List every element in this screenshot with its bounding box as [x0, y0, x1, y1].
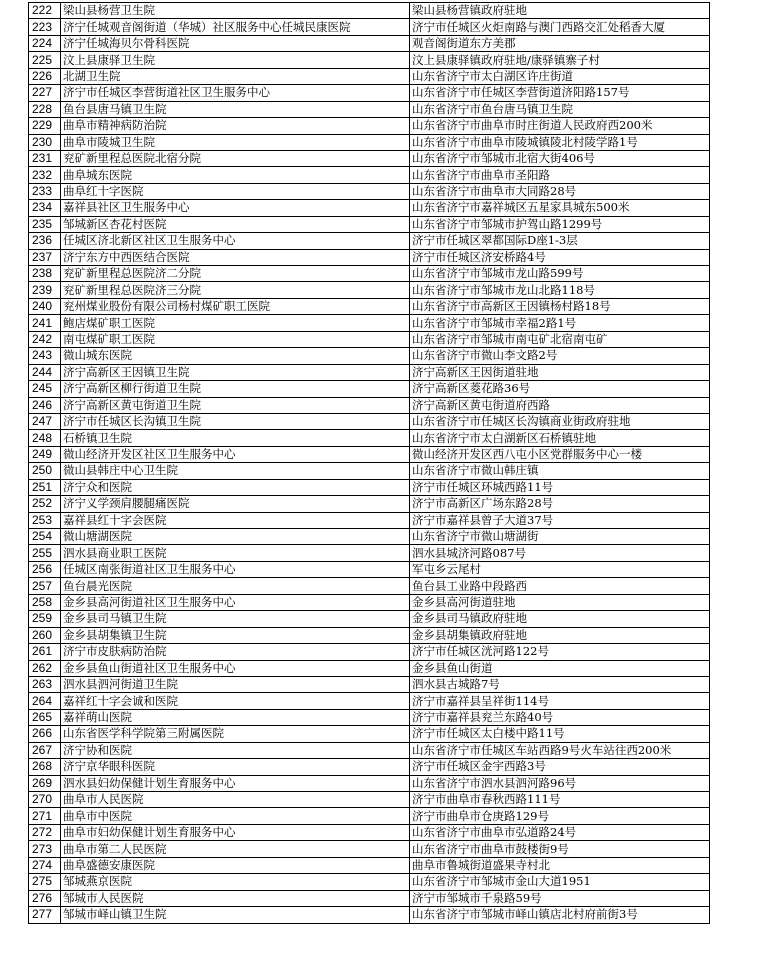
table-row: [29, 233, 710, 249]
institution-name: 济宁市任城区长沟镇卫生院: [61, 413, 410, 429]
institution-name: 南屯煤矿职工医院: [61, 331, 410, 347]
table-row: [29, 282, 710, 298]
row-number: 235: [29, 216, 61, 232]
institution-address: 山东省济宁市高新区王因镇杨村路18号: [410, 298, 710, 314]
row-number: 271: [29, 808, 61, 824]
institution-name: 邹城燕京医院: [61, 874, 410, 890]
row-number: 234: [29, 200, 61, 216]
row-number: 222: [29, 3, 61, 19]
row-number: 248: [29, 430, 61, 446]
institution-address: 济宁市任城区环城西路11号: [410, 479, 710, 495]
table-row: [29, 561, 710, 577]
institution-address: 微山经济开发区西八屯小区党群服务中心一楼: [410, 446, 710, 462]
institution-address: 济宁市任城区洸河路122号: [410, 644, 710, 660]
institution-address: 金乡县高河街道驻地: [410, 594, 710, 610]
table-row: [29, 644, 710, 660]
institution-name: 济宁协和医院: [61, 742, 410, 758]
institution-address: 山东省济宁市泗水县泗河路96号: [410, 775, 710, 791]
institution-name: 曲阜盛德安康医院: [61, 857, 410, 873]
institution-name: 曲阜红十字医院: [61, 183, 410, 199]
row-number: 258: [29, 594, 61, 610]
institution-name: 曲阜市妇幼保健计划生育服务中心: [61, 824, 410, 840]
row-number: 257: [29, 578, 61, 594]
institution-address: 汶上县康驿镇政府驻地/康驿镇寨子村: [410, 52, 710, 68]
row-number: 277: [29, 907, 61, 923]
institution-name: 济宁众和医院: [61, 479, 410, 495]
row-number: 274: [29, 857, 61, 873]
institution-address: 山东省济宁市邹城市南屯矿北宿南屯矿: [410, 331, 710, 347]
table-row: [29, 479, 710, 495]
institution-address: 山东省济宁市邹城市金山大道1951: [410, 874, 710, 890]
row-number: 237: [29, 249, 61, 265]
institution-name: 鱼台县唐马镇卫生院: [61, 101, 410, 117]
row-number: 275: [29, 874, 61, 890]
row-number: 242: [29, 331, 61, 347]
row-number: 224: [29, 35, 61, 51]
table-row: [29, 266, 710, 282]
table-row: [29, 249, 710, 265]
table-row: [29, 808, 710, 824]
institution-address: 山东省济宁市曲阜市鼓楼街9号: [410, 841, 710, 857]
row-number: 231: [29, 150, 61, 166]
row-number: 263: [29, 676, 61, 692]
row-number: 273: [29, 841, 61, 857]
institution-address: 济宁市任城区火炬南路与澳门西路交汇处稻香大厦: [410, 19, 710, 35]
institution-name: 微山县韩庄中心卫生院: [61, 463, 410, 479]
table-row: [29, 545, 710, 561]
institution-name: 任城区南张街道社区卫生服务中心: [61, 561, 410, 577]
institution-name: 济宁高新区王因镇卫生院: [61, 364, 410, 380]
institution-address: 山东省济宁市邹城市北宿大街406号: [410, 150, 710, 166]
institution-address: 金乡县司马镇政府驻地: [410, 611, 710, 627]
row-number: 246: [29, 397, 61, 413]
institution-name: 嘉祥县红十字会医院: [61, 512, 410, 528]
row-number: 267: [29, 742, 61, 758]
row-number: 236: [29, 233, 61, 249]
institution-name: 济宁京华眼科医院: [61, 759, 410, 775]
table-row: [29, 890, 710, 906]
institution-name: 金乡县高河街道社区卫生服务中心: [61, 594, 410, 610]
row-number: 272: [29, 824, 61, 840]
institution-name: 曲阜市精神病防治院: [61, 118, 410, 134]
institution-address: 济宁高新区菱花路36号: [410, 381, 710, 397]
row-number: 270: [29, 792, 61, 808]
row-number: 241: [29, 315, 61, 331]
institution-address: 济宁市嘉祥县呈祥街114号: [410, 693, 710, 709]
row-number: 240: [29, 298, 61, 314]
institution-name: 微山经济开发区社区卫生服务中心: [61, 446, 410, 462]
institution-name: 石桥镇卫生院: [61, 430, 410, 446]
institution-address: 济宁高新区王因街道驻地: [410, 364, 710, 380]
institution-address: 泗水县城济河路087号: [410, 545, 710, 561]
institution-address: 山东省济宁市曲阜市圣阳路: [410, 167, 710, 183]
table-row: [29, 52, 710, 68]
institution-address: 山东省济宁市邹城市龙山路599号: [410, 266, 710, 282]
row-number: 268: [29, 759, 61, 775]
institution-address: 济宁市任城区翠都国际D座1-3层: [410, 233, 710, 249]
row-number: 265: [29, 709, 61, 725]
table-row: [29, 430, 710, 446]
institution-name: 微山城东医院: [61, 348, 410, 364]
institution-address: 济宁市嘉祥县兖兰东路40号: [410, 709, 710, 725]
institution-table: [28, 2, 710, 924]
row-number: 226: [29, 68, 61, 84]
institution-name: 金乡县鱼山街道社区卫生服务中心: [61, 660, 410, 676]
institution-address: 济宁市高新区广场东路28号: [410, 496, 710, 512]
table-row: [29, 496, 710, 512]
table-row: [29, 35, 710, 51]
institution-name: 济宁高新区黄屯街道卫生院: [61, 397, 410, 413]
institution-name: 兖矿新里程总医院济三分院: [61, 282, 410, 298]
institution-address: 山东省济宁市鱼台唐马镇卫生院: [410, 101, 710, 117]
table-row: [29, 446, 710, 462]
table-row: [29, 68, 710, 84]
row-number: 256: [29, 561, 61, 577]
table-row: [29, 364, 710, 380]
institution-address: 金乡县胡集镇政府驻地: [410, 627, 710, 643]
row-number: 259: [29, 611, 61, 627]
table-row: [29, 3, 710, 19]
institution-name: 兖矿新里程总医院北宿分院: [61, 150, 410, 166]
institution-address: 济宁市任城区金宇西路3号: [410, 759, 710, 775]
row-number: 276: [29, 890, 61, 906]
row-number: 228: [29, 101, 61, 117]
table-row: [29, 183, 710, 199]
row-number: 261: [29, 644, 61, 660]
institution-address: 济宁市任城区济安桥路4号: [410, 249, 710, 265]
table-row: [29, 792, 710, 808]
institution-name: 邹城市峄山镇卫生院: [61, 907, 410, 923]
table-body: [29, 3, 710, 924]
institution-name: 汶上县康驿卫生院: [61, 52, 410, 68]
table-row: [29, 348, 710, 364]
table-row: [29, 85, 710, 101]
row-number: 247: [29, 413, 61, 429]
table-row: [29, 841, 710, 857]
institution-name: 嘉祥萌山医院: [61, 709, 410, 725]
institution-name: 曲阜城东医院: [61, 167, 410, 183]
table-row: [29, 216, 710, 232]
institution-address: 观音阁街道东方美郡: [410, 35, 710, 51]
table-row: [29, 150, 710, 166]
table-row: [29, 874, 710, 890]
table-row: [29, 611, 710, 627]
row-number: 227: [29, 85, 61, 101]
institution-address: 山东省济宁市曲阜市大同路28号: [410, 183, 710, 199]
institution-name: 泗水县商业职工医院: [61, 545, 410, 561]
institution-address: 山东省济宁市嘉祥城区五星家具城东500米: [410, 200, 710, 216]
table-row: [29, 512, 710, 528]
institution-name: 兖矿新里程总医院济二分院: [61, 266, 410, 282]
row-number: 264: [29, 693, 61, 709]
table-row: [29, 578, 710, 594]
institution-address: 山东省济宁市微山塘湖街: [410, 529, 710, 545]
table-row: [29, 857, 710, 873]
institution-address: 济宁市任城区太白楼中路11号: [410, 726, 710, 742]
institution-address: 济宁市曲阜市春秋西路111号: [410, 792, 710, 808]
table-row: [29, 381, 710, 397]
table-row: [29, 101, 710, 117]
row-number: 269: [29, 775, 61, 791]
row-number: 243: [29, 348, 61, 364]
institution-address: 山东省济宁市邹城市护驾山路1299号: [410, 216, 710, 232]
table-row: [29, 709, 710, 725]
table-row: [29, 693, 710, 709]
institution-name: 微山塘湖医院: [61, 529, 410, 545]
institution-name: 济宁高新区柳行街道卫生院: [61, 381, 410, 397]
row-number: 253: [29, 512, 61, 528]
institution-name: 鱼台晨光医院: [61, 578, 410, 594]
institution-address: 金乡县鱼山街道: [410, 660, 710, 676]
institution-name: 嘉祥县社区卫生服务中心: [61, 200, 410, 216]
institution-name: 曲阜市中医院: [61, 808, 410, 824]
institution-name: 兖州煤业股份有限公司杨村煤矿职工医院: [61, 298, 410, 314]
table-row: [29, 627, 710, 643]
institution-name: 济宁市任城区李营街道社区卫生服务中心: [61, 85, 410, 101]
institution-name: 金乡县司马镇卫生院: [61, 611, 410, 627]
row-number: 255: [29, 545, 61, 561]
institution-address: 山东省济宁市微山李文路2号: [410, 348, 710, 364]
row-number: 245: [29, 381, 61, 397]
row-number: 250: [29, 463, 61, 479]
institution-address: 山东省济宁市任城区车站西路9号火车站往西200米: [410, 742, 710, 758]
institution-address: 军屯乡云尾村: [410, 561, 710, 577]
table-row: [29, 907, 710, 923]
institution-address: 泗水县古城路7号: [410, 676, 710, 692]
institution-address: 山东省济宁市邹城市峄山镇店北村府前街3号: [410, 907, 710, 923]
institution-address: 山东省济宁市曲阜市弘道路24号: [410, 824, 710, 840]
table-row: [29, 167, 710, 183]
row-number: 238: [29, 266, 61, 282]
row-number: 229: [29, 118, 61, 134]
table-row: [29, 397, 710, 413]
institution-name: 曲阜市陵城卫生院: [61, 134, 410, 150]
table-row: [29, 134, 710, 150]
table-row: [29, 315, 710, 331]
table-row: [29, 529, 710, 545]
institution-address: 济宁高新区黄屯街道府西路: [410, 397, 710, 413]
institution-address: 山东省济宁市太白湖区许庄街道: [410, 68, 710, 84]
institution-name: 梁山县杨营卫生院: [61, 3, 410, 19]
row-number: 223: [29, 19, 61, 35]
row-number: 233: [29, 183, 61, 199]
row-number: 230: [29, 134, 61, 150]
institution-name: 邹城市人民医院: [61, 890, 410, 906]
table-row: [29, 463, 710, 479]
institution-name: 济宁任城观音阁街道（华城）社区服务中心任城民康医院: [61, 19, 410, 35]
institution-address: 济宁市邹城市千泉路59号: [410, 890, 710, 906]
institution-name: 济宁东方中西医结合医院: [61, 249, 410, 265]
institution-address: 鱼台县工业路中段路西: [410, 578, 710, 594]
institution-address: 山东省济宁市任城区李营街道济阳路157号: [410, 85, 710, 101]
institution-name: 泗水县妇幼保健计划生育服务中心: [61, 775, 410, 791]
row-number: 252: [29, 496, 61, 512]
row-number: 232: [29, 167, 61, 183]
table-row: [29, 298, 710, 314]
table-row: [29, 413, 710, 429]
row-number: 254: [29, 529, 61, 545]
institution-address: 山东省济宁市曲阜市时庄街道人民政府西200米: [410, 118, 710, 134]
table-row: [29, 594, 710, 610]
table-row: [29, 676, 710, 692]
table-row: [29, 759, 710, 775]
institution-address: 山东省济宁市太白湖新区石桥镇驻地: [410, 430, 710, 446]
table-row: [29, 726, 710, 742]
row-number: 260: [29, 627, 61, 643]
institution-name: 曲阜市人民医院: [61, 792, 410, 808]
table-row: [29, 19, 710, 35]
row-number: 239: [29, 282, 61, 298]
institution-name: 金乡县胡集镇卫生院: [61, 627, 410, 643]
institution-address: 曲阜市鲁城街道盛果寺村北: [410, 857, 710, 873]
institution-name: 山东省医学科学院第三附属医院: [61, 726, 410, 742]
institution-name: 任城区济北新区社区卫生服务中心: [61, 233, 410, 249]
institution-name: 邹城新区杏花村医院: [61, 216, 410, 232]
table-row: [29, 775, 710, 791]
institution-address: 山东省济宁市曲阜市陵城镇陵北村陵学路1号: [410, 134, 710, 150]
institution-name: 济宁市皮肤病防治院: [61, 644, 410, 660]
institution-name: 泗水县泗河街道卫生院: [61, 676, 410, 692]
institution-name: 济宁义学颈肩腰腿痛医院: [61, 496, 410, 512]
institution-name: 鲍店煤矿职工医院: [61, 315, 410, 331]
institution-name: 曲阜市第二人民医院: [61, 841, 410, 857]
institution-name: 北湖卫生院: [61, 68, 410, 84]
institution-address: 梁山县杨营镇政府驻地: [410, 3, 710, 19]
table-row: [29, 200, 710, 216]
row-number: 251: [29, 479, 61, 495]
table-row: [29, 118, 710, 134]
row-number: 225: [29, 52, 61, 68]
table-row: [29, 742, 710, 758]
row-number: 249: [29, 446, 61, 462]
row-number: 262: [29, 660, 61, 676]
table-row: [29, 824, 710, 840]
table-row: [29, 660, 710, 676]
institution-address: 济宁市曲阜市仓庚路129号: [410, 808, 710, 824]
institution-address: 山东省济宁市邹城市幸福2路1号: [410, 315, 710, 331]
institution-address: 济宁市嘉祥县曾子大道37号: [410, 512, 710, 528]
institution-name: 济宁任城海贝尔骨科医院: [61, 35, 410, 51]
institution-name: 嘉祥红十字会诚和医院: [61, 693, 410, 709]
row-number: 244: [29, 364, 61, 380]
institution-address: 山东省济宁市邹城市龙山北路118号: [410, 282, 710, 298]
row-number: 266: [29, 726, 61, 742]
institution-address: 山东省济宁市任城区长沟镇商业街政府驻地: [410, 413, 710, 429]
institution-address: 山东省济宁市微山韩庄镇: [410, 463, 710, 479]
table-row: [29, 331, 710, 347]
